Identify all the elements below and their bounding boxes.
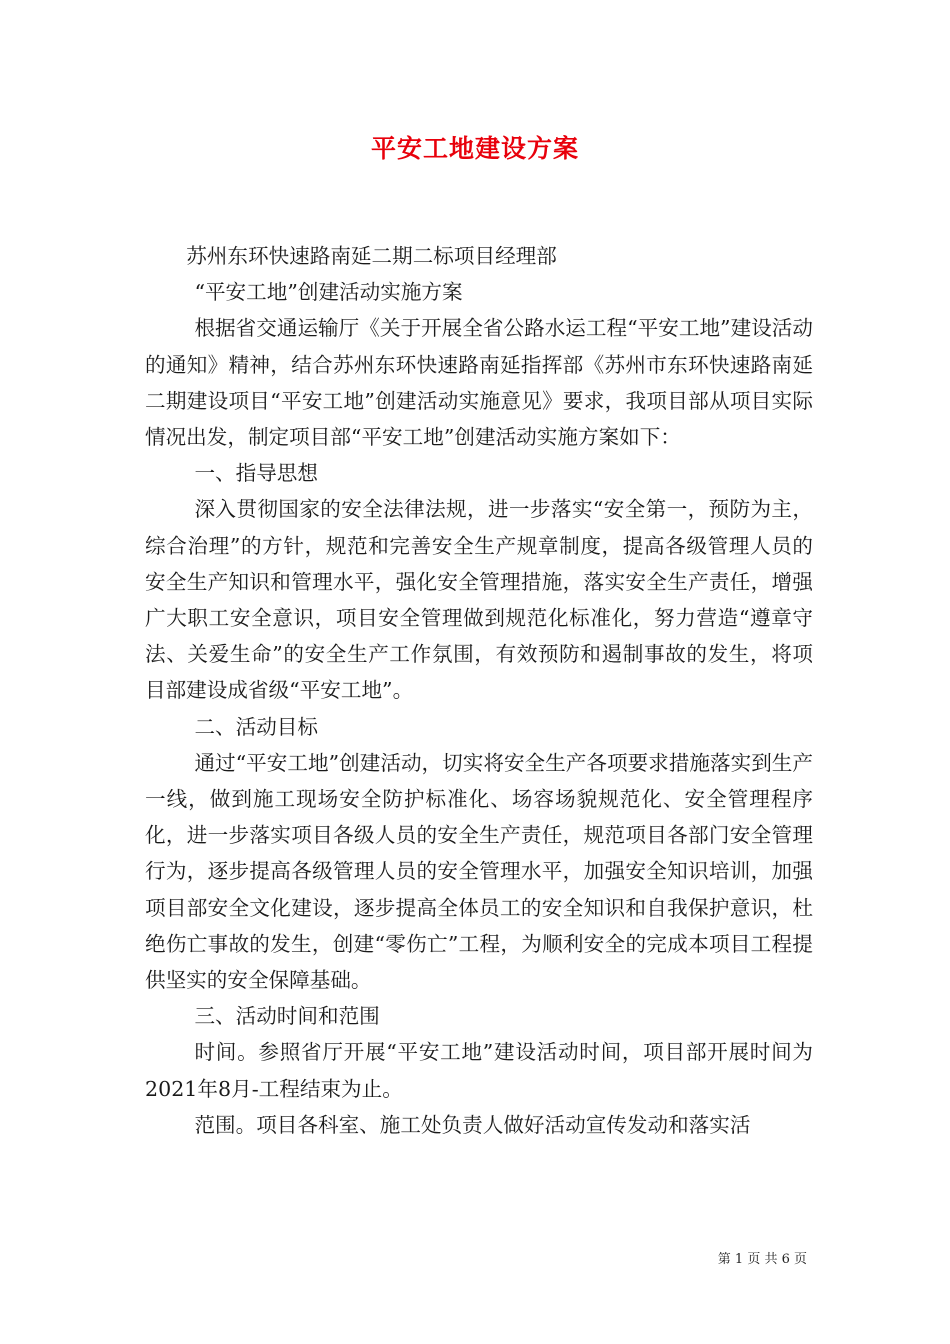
section-heading-1: 一、指导思想 [194, 461, 318, 486]
paragraph-time: 时间。参照省厅开展“平安工地”建设活动时间，项目部开展时间为2021年8月-工程结束为止。 [145, 1040, 813, 1101]
page-number: 第 1 页 共 6 页 [717, 1252, 807, 1267]
paragraph-intro: 根据省交通运输厅《关于开展全省公路水运工程“平安工地”建设活动的通知》精神，结合苏州东环快速路南延指挥部《苏州市东环快速路南延二期建设项目“平安工地”创建活动实施意见》要求，我项目部从项目实际情况出发，制定项目部“平安工地”创建活动实施方案如下： [145, 316, 813, 450]
paragraph-scope: 范围。项目各科室、施工处负责人做好活动宣传发动和落实活 [194, 1112, 751, 1137]
paragraph-plan-name: “平安工地”创建活动实施方案 [194, 280, 463, 305]
paragraph-org-name: 苏州东环快速路南延二期二标项目经理部 [186, 244, 557, 268]
paragraph-activity-goal: 通过“平安工地”创建活动，切实将安全生产各项要求措施落实到生产一线，做到施工现场安全防护标准化、场容场貌规范化、安全管理程序化，进一步落实项目各级人员的安全生产责任，规范项目各部门安全管理行为，逐步提高各级管理人员的安全管理水平，加强安全知识培训，加强项目部安全文化建设，逐步提高全体员工的安全知识和自我保护意识，杜绝伤亡事故的发生，创建“零伤亡”工程，为顺利安全的完成本项目工程提供坚实的安全保障基础。 [145, 750, 813, 993]
section-heading-2: 二、活动目标 [194, 714, 318, 739]
document-title: 平安工地建设方案 [370, 134, 579, 163]
paragraph-guiding-thought: 深入贯彻国家的安全法律法规，进一步落实“安全第一，预防为主，综合治理”的方针，规范和完善安全生产规章制度，提高各级管理人员的安全生产知识和管理水平，强化安全管理措施，落实安全生产责任，增强广大职工安全意识，项目安全管理做到规范化标准化，努力营造“遵章守法、关爱生命”的安全生产工作氛围，有效预防和遏制事故的发生，将项目部建设成省级“平安工地”。 [145, 497, 813, 703]
document-body [145, 238, 813, 1143]
section-heading-3: 三、活动时间和范围 [194, 1004, 380, 1029]
